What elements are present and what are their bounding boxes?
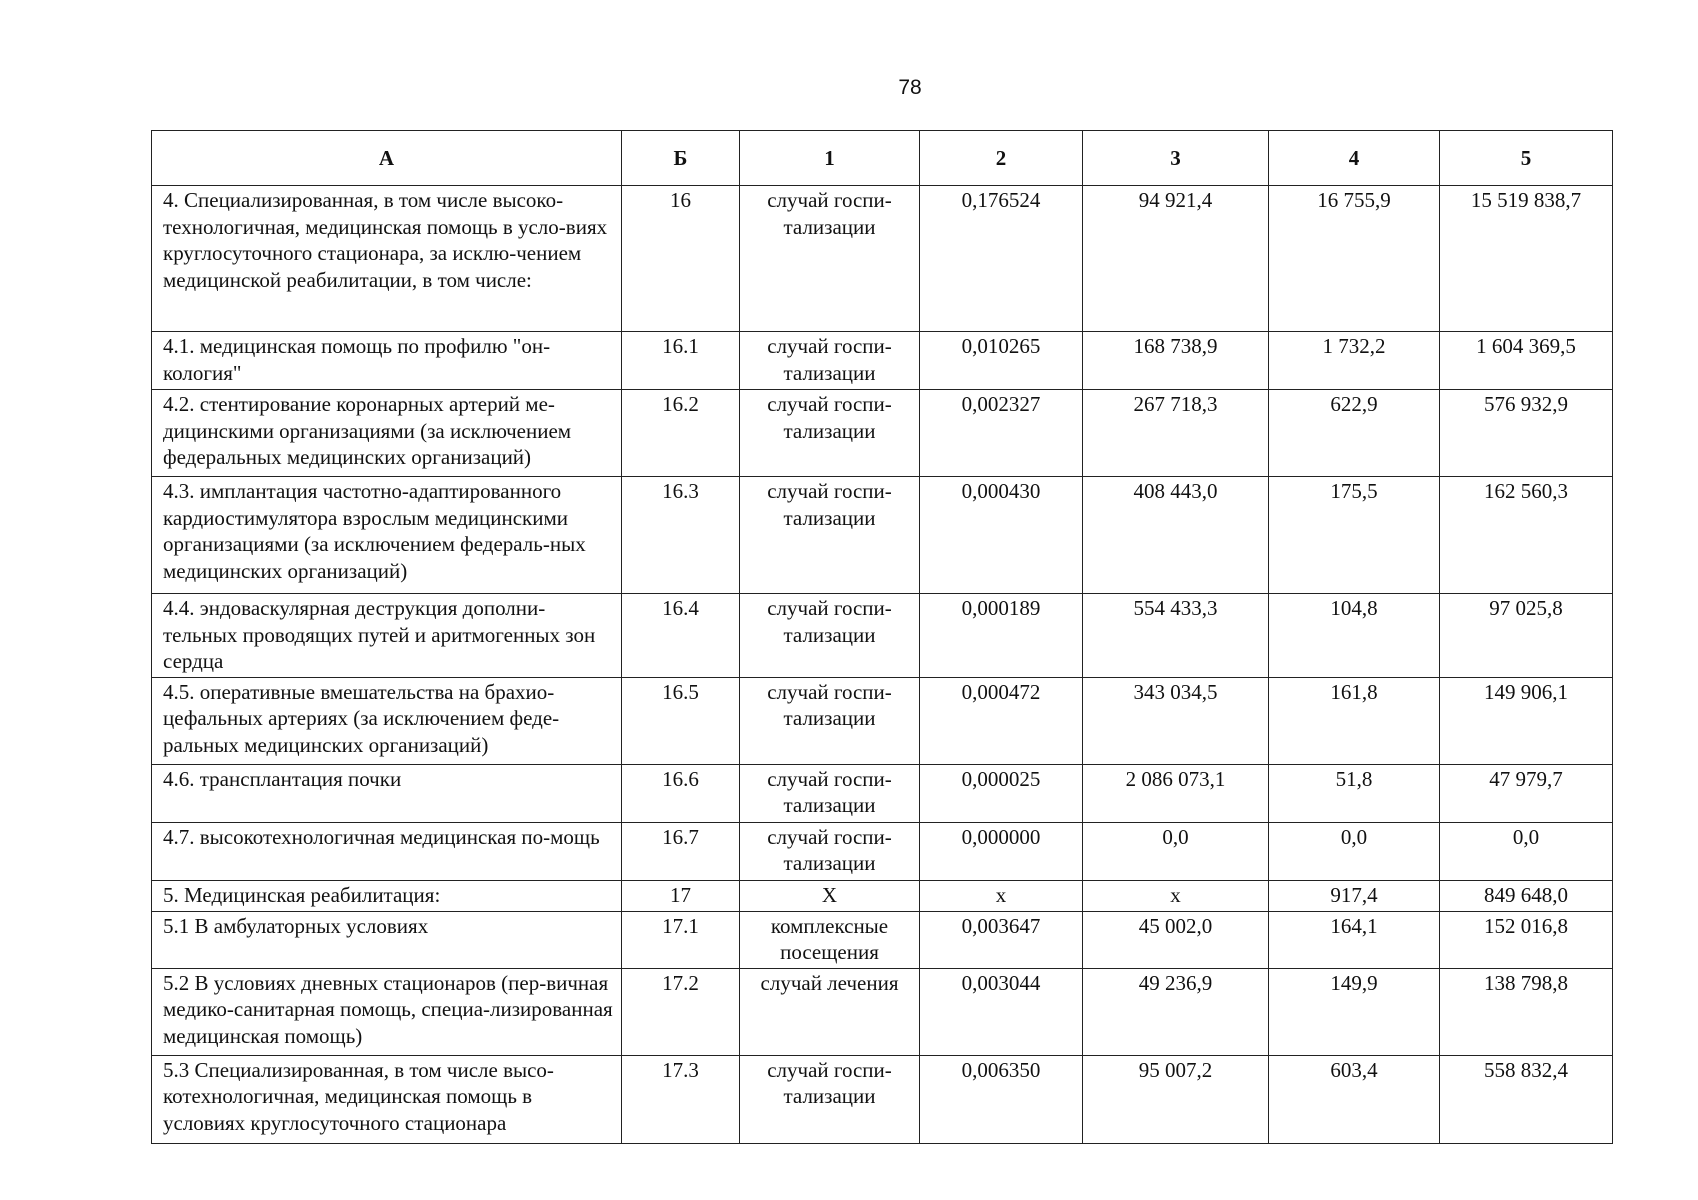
row-unit: случай госпи-тализации xyxy=(740,1055,920,1143)
row-code: 16.3 xyxy=(622,477,740,594)
row-cost: 49 236,9 xyxy=(1083,968,1269,1055)
row-per-capita: 603,4 xyxy=(1269,1055,1440,1143)
row-total: 162 560,3 xyxy=(1440,477,1613,594)
table-row xyxy=(152,594,1613,678)
row-per-capita: 1 732,2 xyxy=(1269,332,1440,390)
row-code: 17.2 xyxy=(622,968,740,1055)
column-header-3: 3 xyxy=(1083,131,1269,186)
row-norm: x xyxy=(920,880,1083,911)
row-norm: 0,000189 xyxy=(920,594,1083,678)
row-unit: случай госпи-тализации xyxy=(740,594,920,678)
row-total: 0,0 xyxy=(1440,822,1613,880)
column-header-5: 5 xyxy=(1440,131,1613,186)
row-norm: 0,000025 xyxy=(920,764,1083,822)
row-code: 16.7 xyxy=(622,822,740,880)
row-cost: 45 002,0 xyxy=(1083,911,1269,968)
row-cost: 0,0 xyxy=(1083,822,1269,880)
row-name: 4.5. оперативные вмешательства на брахио-цефальных артериях (за исключением феде-ральных медицинских организаций) xyxy=(152,677,622,764)
table-row xyxy=(152,911,1613,968)
row-total: 138 798,8 xyxy=(1440,968,1613,1055)
row-unit: случай лечения xyxy=(740,968,920,1055)
row-cost: 343 034,5 xyxy=(1083,677,1269,764)
row-cost: 94 921,4 xyxy=(1083,186,1269,332)
row-per-capita: 164,1 xyxy=(1269,911,1440,968)
row-cost: x xyxy=(1083,880,1269,911)
row-unit: случай госпи-тализации xyxy=(740,677,920,764)
column-header-2: 2 xyxy=(920,131,1083,186)
row-cost: 168 738,9 xyxy=(1083,332,1269,390)
row-unit: случай госпи-тализации xyxy=(740,822,920,880)
table-row xyxy=(152,186,1613,332)
row-name: 4.4. эндоваскулярная деструкция дополни-тельных проводящих путей и аритмогенных зон сердца xyxy=(152,594,622,678)
row-unit: случай госпи-тализации xyxy=(740,332,920,390)
column-header-4: 4 xyxy=(1269,131,1440,186)
row-per-capita: 622,9 xyxy=(1269,390,1440,477)
row-cost: 95 007,2 xyxy=(1083,1055,1269,1143)
row-norm: 0,176524 xyxy=(920,186,1083,332)
row-unit: случай госпи-тализации xyxy=(740,390,920,477)
row-per-capita: 149,9 xyxy=(1269,968,1440,1055)
row-name: 4. Специализированная, в том числе высоко-технологичная, медицинская помощь в усло-виях круглосуточного стационара, за исклю-чением медицинской реабилитации, в том числе: xyxy=(152,186,622,332)
row-per-capita: 0,0 xyxy=(1269,822,1440,880)
row-unit: случай госпи-тализации xyxy=(740,186,920,332)
row-name: 5. Медицинская реабилитация: xyxy=(152,880,622,911)
row-per-capita: 175,5 xyxy=(1269,477,1440,594)
row-unit: комплексные посещения xyxy=(740,911,920,968)
row-norm: 0,010265 xyxy=(920,332,1083,390)
row-norm: 0,000000 xyxy=(920,822,1083,880)
table-row xyxy=(152,390,1613,477)
row-total: 576 932,9 xyxy=(1440,390,1613,477)
row-per-capita: 51,8 xyxy=(1269,764,1440,822)
row-total: 47 979,7 xyxy=(1440,764,1613,822)
table-row xyxy=(152,822,1613,880)
row-code: 16.4 xyxy=(622,594,740,678)
row-name: 5.1 В амбулаторных условиях xyxy=(152,911,622,968)
table-row xyxy=(152,677,1613,764)
row-name: 4.7. высокотехнологичная медицинская по-мощь xyxy=(152,822,622,880)
row-total: 97 025,8 xyxy=(1440,594,1613,678)
row-code: 16.5 xyxy=(622,677,740,764)
row-per-capita: 16 755,9 xyxy=(1269,186,1440,332)
row-cost: 408 443,0 xyxy=(1083,477,1269,594)
row-cost: 554 433,3 xyxy=(1083,594,1269,678)
page-number: 78 xyxy=(898,76,922,99)
row-code: 16.1 xyxy=(622,332,740,390)
row-code: 16.6 xyxy=(622,764,740,822)
row-code: 16.2 xyxy=(622,390,740,477)
row-norm: 0,000472 xyxy=(920,677,1083,764)
column-header-1: 1 xyxy=(740,131,920,186)
row-name: 4.1. медицинская помощь по профилю "он-кология" xyxy=(152,332,622,390)
row-code: 16 xyxy=(622,186,740,332)
row-norm: 0,003647 xyxy=(920,911,1083,968)
row-per-capita: 917,4 xyxy=(1269,880,1440,911)
table-row xyxy=(152,968,1613,1055)
row-total: 152 016,8 xyxy=(1440,911,1613,968)
row-cost: 267 718,3 xyxy=(1083,390,1269,477)
table-row xyxy=(152,477,1613,594)
row-total: 1 604 369,5 xyxy=(1440,332,1613,390)
table-row xyxy=(152,1055,1613,1143)
table-row xyxy=(152,332,1613,390)
row-total: 849 648,0 xyxy=(1440,880,1613,911)
row-norm: 0,000430 xyxy=(920,477,1083,594)
row-norm: 0,006350 xyxy=(920,1055,1083,1143)
row-name: 4.2. стентирование коронарных артерий ме-дицинскими организациями (за исключением федеральных медицинских организаций) xyxy=(152,390,622,477)
row-unit: случай госпи-тализации xyxy=(740,477,920,594)
row-code: 17.3 xyxy=(622,1055,740,1143)
row-name: 5.3 Специализированная, в том числе высо-котехнологичная, медицинская помощь в условиях круглосуточного стационара xyxy=(152,1055,622,1143)
table-row xyxy=(152,880,1613,911)
row-name: 4.3. имплантация частотно-адаптированного кардиостимулятора взрослым медицинскими организациями (за исключением федераль-ных медицинских организаций) xyxy=(152,477,622,594)
row-code: 17 xyxy=(622,880,740,911)
row-name: 5.2 В условиях дневных стационаров (пер-вичная медико-санитарная помощь, специа-лизированная медицинская помощь) xyxy=(152,968,622,1055)
row-code: 17.1 xyxy=(622,911,740,968)
data-table xyxy=(151,130,1613,1144)
row-unit: случай госпи-тализации xyxy=(740,764,920,822)
column-header-a: А xyxy=(152,131,622,186)
column-header-b: Б xyxy=(622,131,740,186)
row-total: 15 519 838,7 xyxy=(1440,186,1613,332)
row-norm: 0,002327 xyxy=(920,390,1083,477)
row-norm: 0,003044 xyxy=(920,968,1083,1055)
row-per-capita: 104,8 xyxy=(1269,594,1440,678)
row-total: 558 832,4 xyxy=(1440,1055,1613,1143)
row-per-capita: 161,8 xyxy=(1269,677,1440,764)
row-total: 149 906,1 xyxy=(1440,677,1613,764)
row-cost: 2 086 073,1 xyxy=(1083,764,1269,822)
row-name: 4.6. трансплантация почки xyxy=(152,764,622,822)
table-row xyxy=(152,764,1613,822)
header-row xyxy=(152,131,1613,186)
row-unit: X xyxy=(740,880,920,911)
